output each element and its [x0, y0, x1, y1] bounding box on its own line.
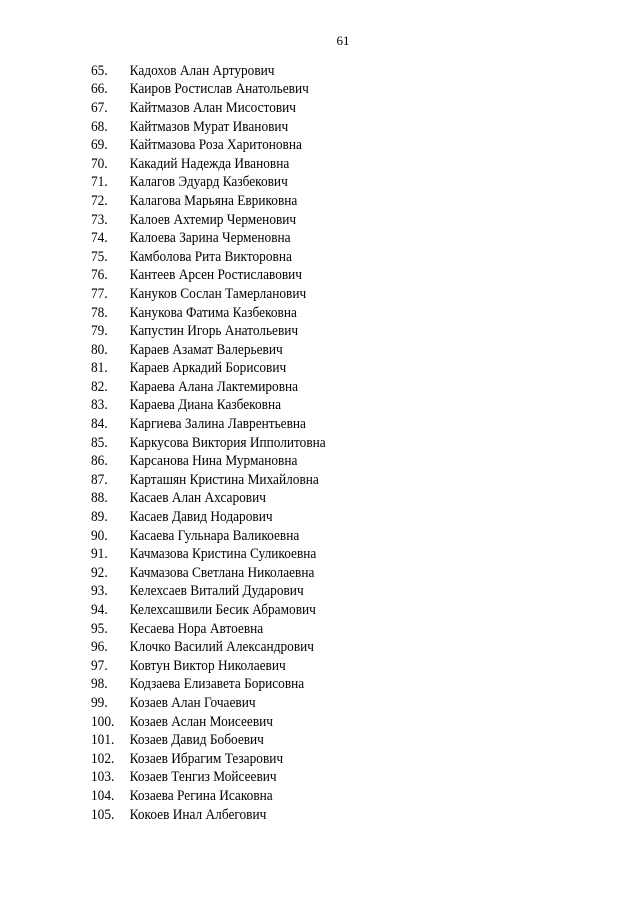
list-item-name: Караева Алана Лактемировна: [129, 378, 299, 395]
list-item: [91, 174, 326, 193]
list-item-name: Каргиева Залина Лаврентьевна: [129, 416, 306, 433]
list-item-number: 71.: [91, 174, 108, 191]
list-item-name: Кодзаева Елизавета Борисовна: [129, 676, 305, 693]
list-item-name: Камболова Рита Викторовна: [129, 248, 292, 265]
list-item: [91, 341, 326, 360]
list-item-name: Караева Диана Казбековна: [129, 397, 282, 414]
list-item: [91, 750, 326, 769]
list-item-number: 72.: [91, 192, 108, 209]
list-item: [91, 787, 326, 806]
list-item-number: 101.: [91, 732, 115, 749]
list-item-number: 104.: [91, 787, 115, 804]
list-item: [91, 99, 326, 118]
list-item: [91, 434, 326, 453]
list-item-number: 74.: [91, 230, 108, 247]
list-item-name: Капустин Игорь Анатольевич: [129, 323, 299, 340]
list-item-name: Козаев Давид Бобоевич: [129, 732, 264, 749]
list-item: [91, 508, 326, 527]
list-item: [91, 415, 326, 434]
list-item: [91, 118, 326, 137]
list-item: [91, 360, 326, 379]
list-item-name: Клочко Василий Александрович: [129, 639, 314, 656]
list-item-name: Козаев Тенгиз Мойсеевич: [129, 769, 277, 786]
list-item-number: 68.: [91, 118, 108, 135]
list-item: [91, 397, 326, 416]
list-item-name: Ковтун Виктор Николаевич: [129, 657, 286, 674]
list-item-name: Карташян Кристина Михайловна: [129, 471, 319, 488]
list-item-number: 103.: [91, 769, 115, 786]
list-item-number: 75.: [91, 248, 108, 265]
list-item: [91, 304, 326, 323]
list-item-name: Каиров Ростислав Анатольевич: [129, 81, 309, 98]
list-item: [91, 136, 326, 155]
list-item-name: Кайтмазов Мурат Иванович: [129, 118, 289, 135]
list-item: [91, 713, 326, 732]
list-item-number: 66.: [91, 81, 108, 98]
list-item-number: 83.: [91, 397, 108, 414]
list-item-number: 95.: [91, 620, 108, 637]
list-item-number: 65.: [91, 62, 108, 79]
list-item-name: Каркусова Виктория Ипполитовна: [129, 434, 326, 451]
list-item-name: Какадий Надежда Ивановна: [129, 155, 290, 172]
name-list: [91, 62, 346, 824]
list-item: [91, 322, 326, 341]
list-item: [91, 378, 326, 397]
list-item-number: 78.: [91, 304, 108, 321]
list-item-number: 93.: [91, 583, 108, 600]
list-item: [91, 248, 326, 267]
page-number: 61: [336, 33, 350, 48]
list-item-name: Касаев Алан Ахсарович: [129, 490, 266, 507]
list-item-name: Калагова Марьяна Евриковна: [129, 192, 298, 209]
list-item-number: 79.: [91, 323, 108, 340]
list-item-name: Караев Аркадий Борисович: [129, 360, 287, 377]
list-item-number: 88.: [91, 490, 108, 507]
list-item-number: 84.: [91, 416, 108, 433]
list-item-name: Касаева Гульнара Валикоевна: [129, 527, 300, 544]
list-item: [91, 527, 326, 546]
list-item: [91, 545, 326, 564]
list-item-number: 73.: [91, 211, 108, 228]
list-item-name: Калагов Эдуард Казбекович: [129, 174, 288, 191]
list-item-number: 67.: [91, 99, 108, 116]
list-item: [91, 583, 326, 602]
list-item-number: 98.: [91, 676, 108, 693]
list-item-number: 99.: [91, 694, 108, 711]
list-item: [91, 267, 326, 286]
list-item-number: 92.: [91, 564, 108, 581]
list-item-name: Калоева Зарина Черменовна: [129, 230, 291, 247]
list-item-name: Козаев Аслан Моисеевич: [129, 713, 273, 730]
list-item: [91, 62, 326, 81]
list-item-name: Качмазова Светлана Николаевна: [129, 564, 315, 581]
list-item-name: Кадохов Алан Артурович: [129, 62, 275, 79]
list-item-number: 85.: [91, 434, 108, 451]
list-item: [91, 601, 326, 620]
list-item-number: 69.: [91, 137, 108, 154]
list-item-name: Келехсаев Виталий Дударович: [129, 583, 304, 600]
list-item-name: Кесаева Нора Автоевна: [129, 620, 264, 637]
list-item: [91, 657, 326, 676]
list-item-number: 100.: [91, 713, 115, 730]
list-item-name: Кантеев Арсен Ростиславович: [129, 267, 303, 284]
list-item: [91, 731, 326, 750]
list-item: [91, 471, 326, 490]
list-item: [91, 490, 326, 509]
list-item: [91, 81, 326, 100]
list-item-number: 86.: [91, 453, 108, 470]
list-item-name: Касаев Давид Нодарович: [129, 509, 273, 526]
list-item-number: 77.: [91, 285, 108, 302]
list-item: [91, 638, 326, 657]
list-item-name: Карсанова Нина Мурмановна: [129, 453, 298, 470]
list-item-number: 90.: [91, 527, 108, 544]
list-item-number: 80.: [91, 341, 108, 358]
list-item-number: 89.: [91, 509, 108, 526]
list-item: [91, 806, 326, 825]
list-item-number: 81.: [91, 360, 108, 377]
list-item-name: Качмазова Кристина Суликоевна: [129, 546, 317, 563]
list-item-name: Козаева Регина Исаковна: [129, 787, 273, 804]
list-item-name: Козаев Ибрагим Тезарович: [129, 750, 284, 767]
list-item-number: 87.: [91, 471, 108, 488]
list-item-number: 96.: [91, 639, 108, 656]
list-item: [91, 192, 326, 211]
list-item: [91, 694, 326, 713]
list-item: [91, 620, 326, 639]
list-item-number: 91.: [91, 546, 108, 563]
list-item-name: Кайтмазова Роза Харитоновна: [129, 137, 302, 154]
list-item: [91, 155, 326, 174]
list-item-number: 94.: [91, 602, 108, 619]
list-item: [91, 769, 326, 788]
list-item-name: Калоев Ахтемир Черменович: [129, 211, 297, 228]
list-item-number: 102.: [91, 750, 115, 767]
list-item-name: Кайтмазов Алан Мисостович: [129, 99, 297, 116]
list-item-number: 97.: [91, 657, 108, 674]
list-item: [91, 564, 326, 583]
list-item: [91, 285, 326, 304]
list-item: [91, 452, 326, 471]
list-item-number: 82.: [91, 378, 108, 395]
list-item-number: 105.: [91, 806, 115, 823]
list-item: [91, 676, 326, 695]
list-item: [91, 229, 326, 248]
list-item-number: 70.: [91, 155, 108, 172]
list-item-name: Канукова Фатима Казбековна: [129, 304, 297, 321]
list-item-name: Караев Азамат Валерьевич: [129, 341, 283, 358]
list-item-name: Кокоев Инал Албегович: [129, 806, 267, 823]
list-item-number: 76.: [91, 267, 108, 284]
list-item-name: Козаев Алан Гочаевич: [129, 694, 256, 711]
list-item: [91, 211, 326, 230]
list-item-name: Келехсашвили Бесик Абрамович: [129, 602, 316, 619]
list-item-name: Кануков Сослан Тамерланович: [129, 285, 307, 302]
